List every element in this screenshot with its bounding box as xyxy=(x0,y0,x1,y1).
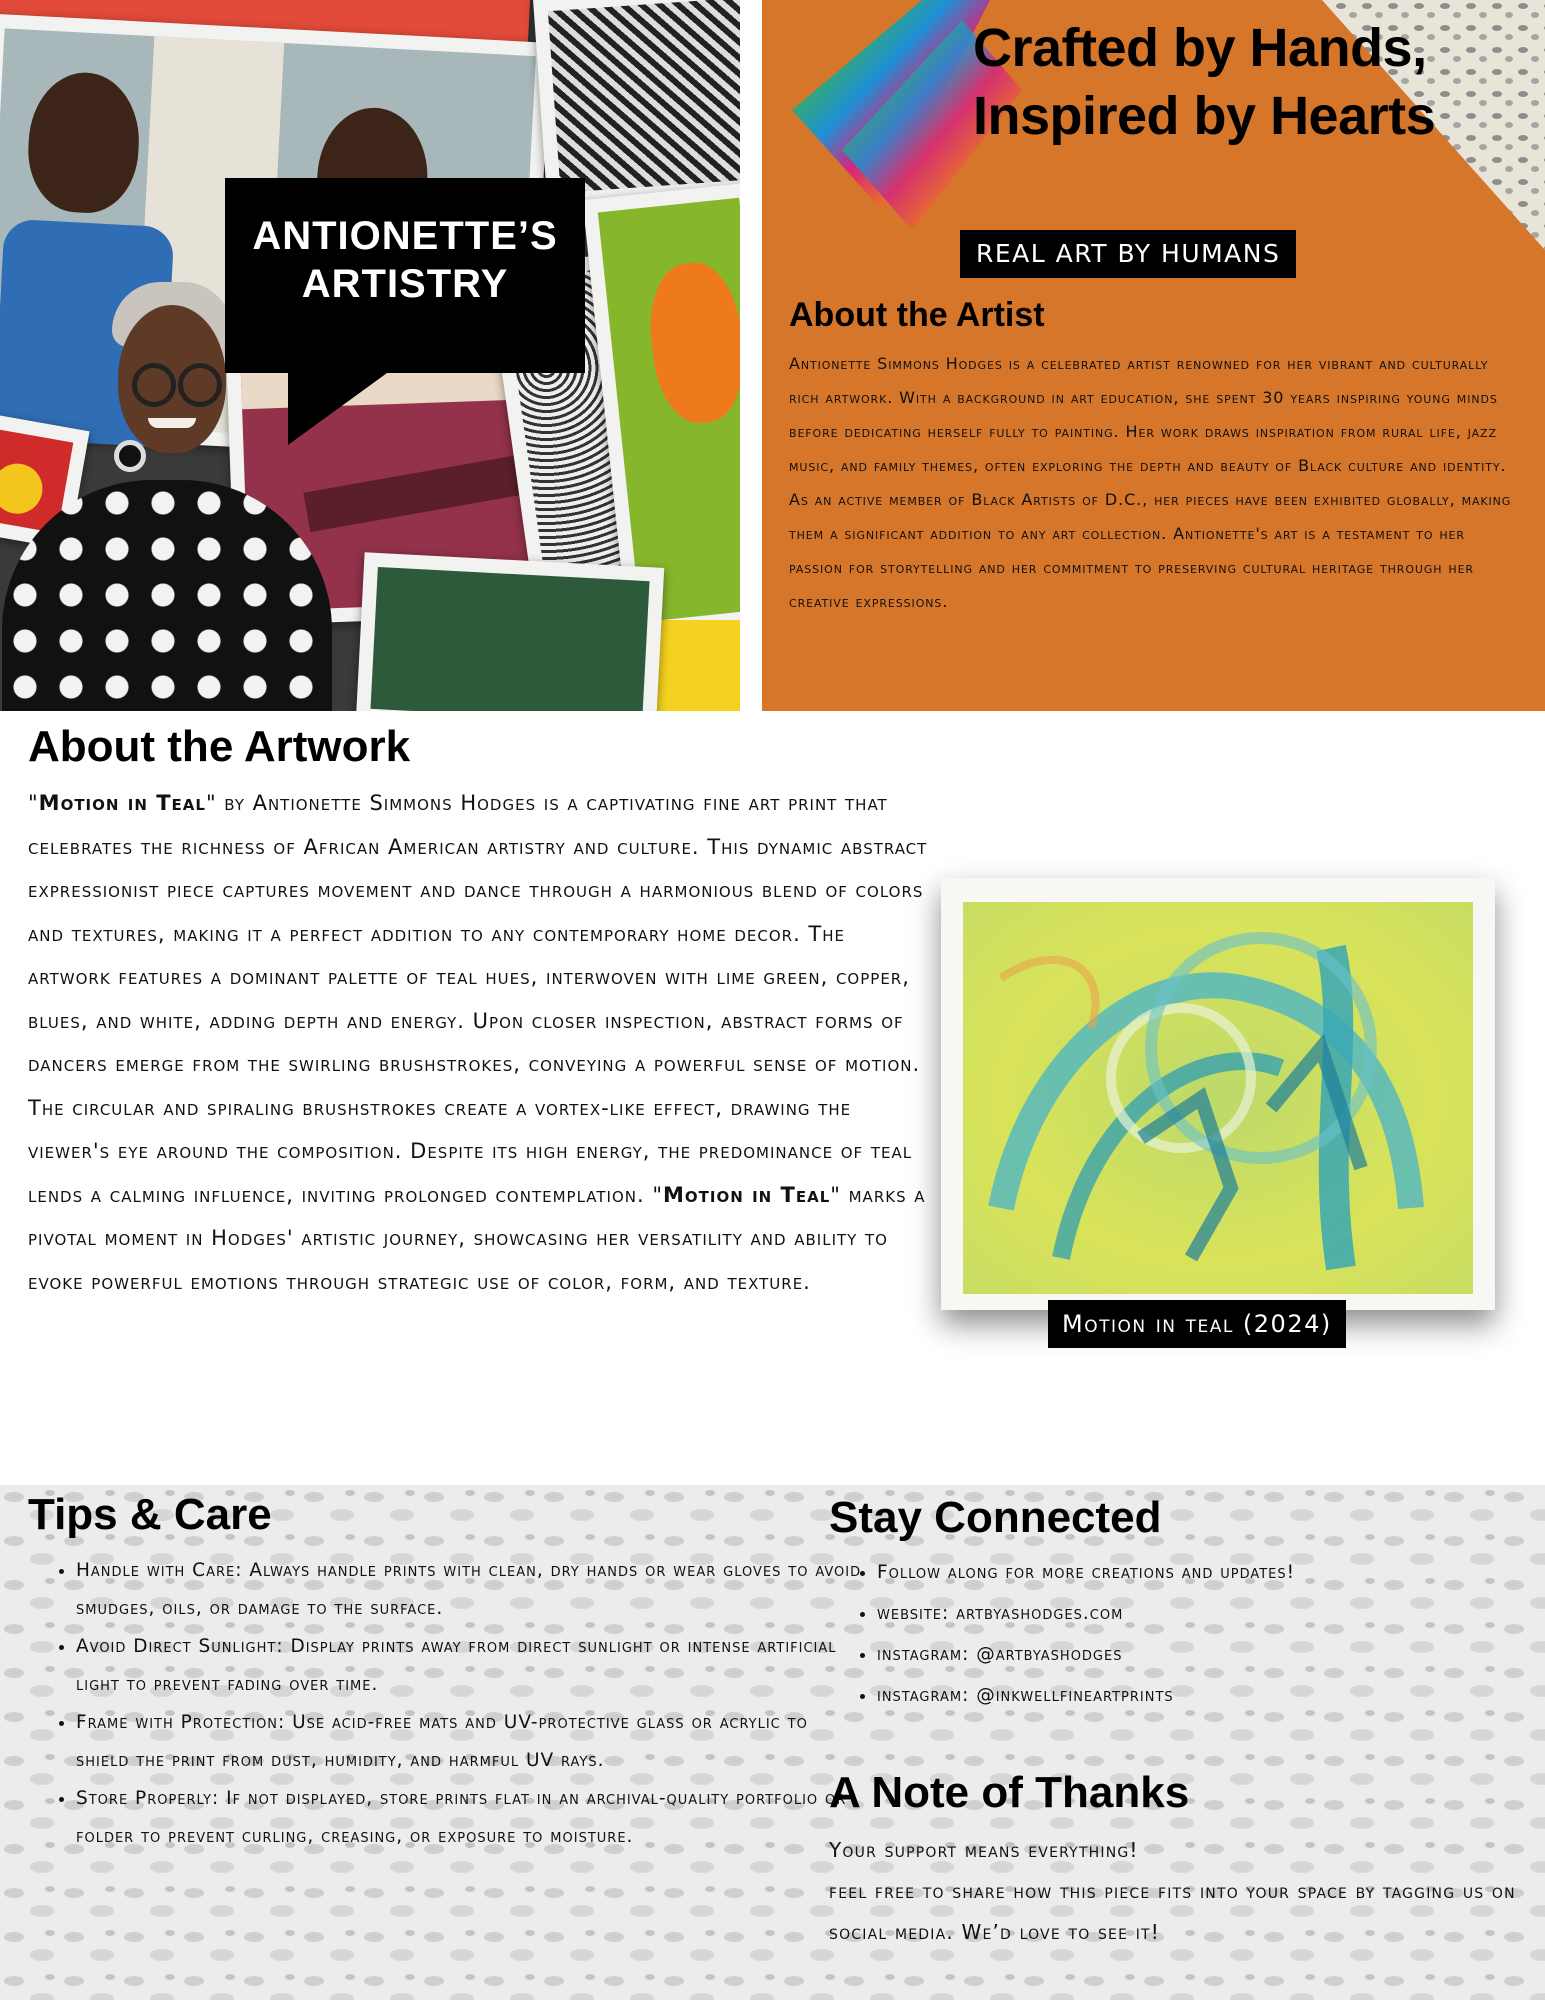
collage-card xyxy=(356,552,664,711)
website-link[interactable]: • website: artbyashodges.com xyxy=(877,1593,1437,1634)
collage-card xyxy=(533,0,740,208)
social-links-list xyxy=(829,1552,1437,1716)
artwork-frame xyxy=(941,878,1495,1310)
list-item: • Follow along for more creations and updates! xyxy=(877,1552,1437,1593)
about-artist-heading: About the Artist xyxy=(789,296,1045,334)
instagram-link[interactable]: • instagram: @inkwellfineartprints xyxy=(877,1675,1437,1716)
thanks-heading: A Note of Thanks xyxy=(829,1768,1190,1817)
instagram-link[interactable]: • instagram: @artbyashodges xyxy=(877,1634,1437,1675)
hero-badge: REAL ART BY HUMANS xyxy=(960,230,1296,278)
brand-logo-text: ANTIONETTE’S ARTISTRY xyxy=(252,214,558,306)
about-artwork-heading: About the Artwork xyxy=(28,722,411,771)
list-item: • Avoid Direct Sunlight: Display prints away from direct sunlight or intense artificial light to prevent fading over time. xyxy=(76,1628,866,1704)
tips-heading: Tips & Care xyxy=(28,1490,272,1539)
artwork-painting xyxy=(941,878,1495,1310)
hero-title: Crafted by Hands, Inspired by Hearts xyxy=(973,18,1436,146)
tips-list xyxy=(28,1552,866,1856)
artist-photo-collage xyxy=(0,0,740,711)
about-artist-body: Antionette Simmons Hodges is a celebrated artist renowned for her vibrant and culturally rich artwork. With a background in art education, she spent 30 years inspiring young minds before dedicating herself fully to painting. Her work draws inspiration from rural life, jazz music, and family themes, often exploring the depth and beauty of Black culture and identity. As an active member of Black Artists of D.C., her pieces have been exhibited globally, making them a significant addition to any art collection. Antionette's art is a testament to her passion for storytelling and her commitment to preserving cultural heritage through her creative expressions. xyxy=(789,354,1512,611)
glasses-icon xyxy=(178,363,222,407)
glasses-icon xyxy=(132,363,176,407)
earring-icon xyxy=(114,440,146,472)
artwork-title-ref: Motion in Teal xyxy=(38,791,206,815)
brand-speech-bubble-tail xyxy=(288,365,398,445)
about-artwork-body xyxy=(28,782,928,1304)
thanks-body xyxy=(829,1830,1529,1953)
smile xyxy=(148,418,196,428)
quote-mark: " xyxy=(28,791,39,815)
list-item: • Handle with Care: Always handle prints with clean, dry hands or wear gloves to avoid smudges, oils, or damage to the surface. xyxy=(76,1552,866,1628)
artwork-caption: Motion in teal (2024) xyxy=(1048,1300,1346,1348)
artwork-title-ref: Motion in Teal xyxy=(663,1182,831,1207)
stay-connected-heading: Stay Connected xyxy=(829,1493,1162,1542)
about-artwork-text: " marks a pivotal moment in Hodges' artistic journey, showcasing her versatility and ability to evoke powerful emotions through strategic use of color, form, and texture. xyxy=(28,1182,926,1294)
thanks-line: Your support means everything! xyxy=(829,1838,1139,1862)
thanks-line: feel free to share how this piece fits into your space by tagging us on social media. We’d love to see it! xyxy=(829,1879,1516,1944)
list-item: • Store Properly: If not displayed, store prints flat in an archival-quality portfolio or folder to prevent curling, creasing, or exposure to moisture. xyxy=(76,1780,866,1856)
list-item: • Frame with Protection: Use acid-free mats and UV-protective glass or acrylic to shield the print from dust, humidity, and harmful UV rays. xyxy=(76,1704,866,1780)
about-artwork-text: " by Antionette Simmons Hodges is a captivating fine art print that celebrates the richness of African American artistry and culture. This dynamic abstract expressionist piece captures movement and dance through a harmonious blend of colors and textures, making it a perfect addition to any contemporary home decor. The artwork features a dominant palette of teal hues, interwoven with lime green, copper, blues, and white, adding depth and energy. Upon closer inspection, abstract forms of dancers emerge from the swirling brushstrokes, conveying a powerful sense of motion. The circular and spiraling brushstrokes create a vortex-like effect, drawing the viewer's eye around the composition. Despite its high energy, the predominance of teal lends a calming influence, inviting prolonged contemplation. " xyxy=(28,791,928,1207)
